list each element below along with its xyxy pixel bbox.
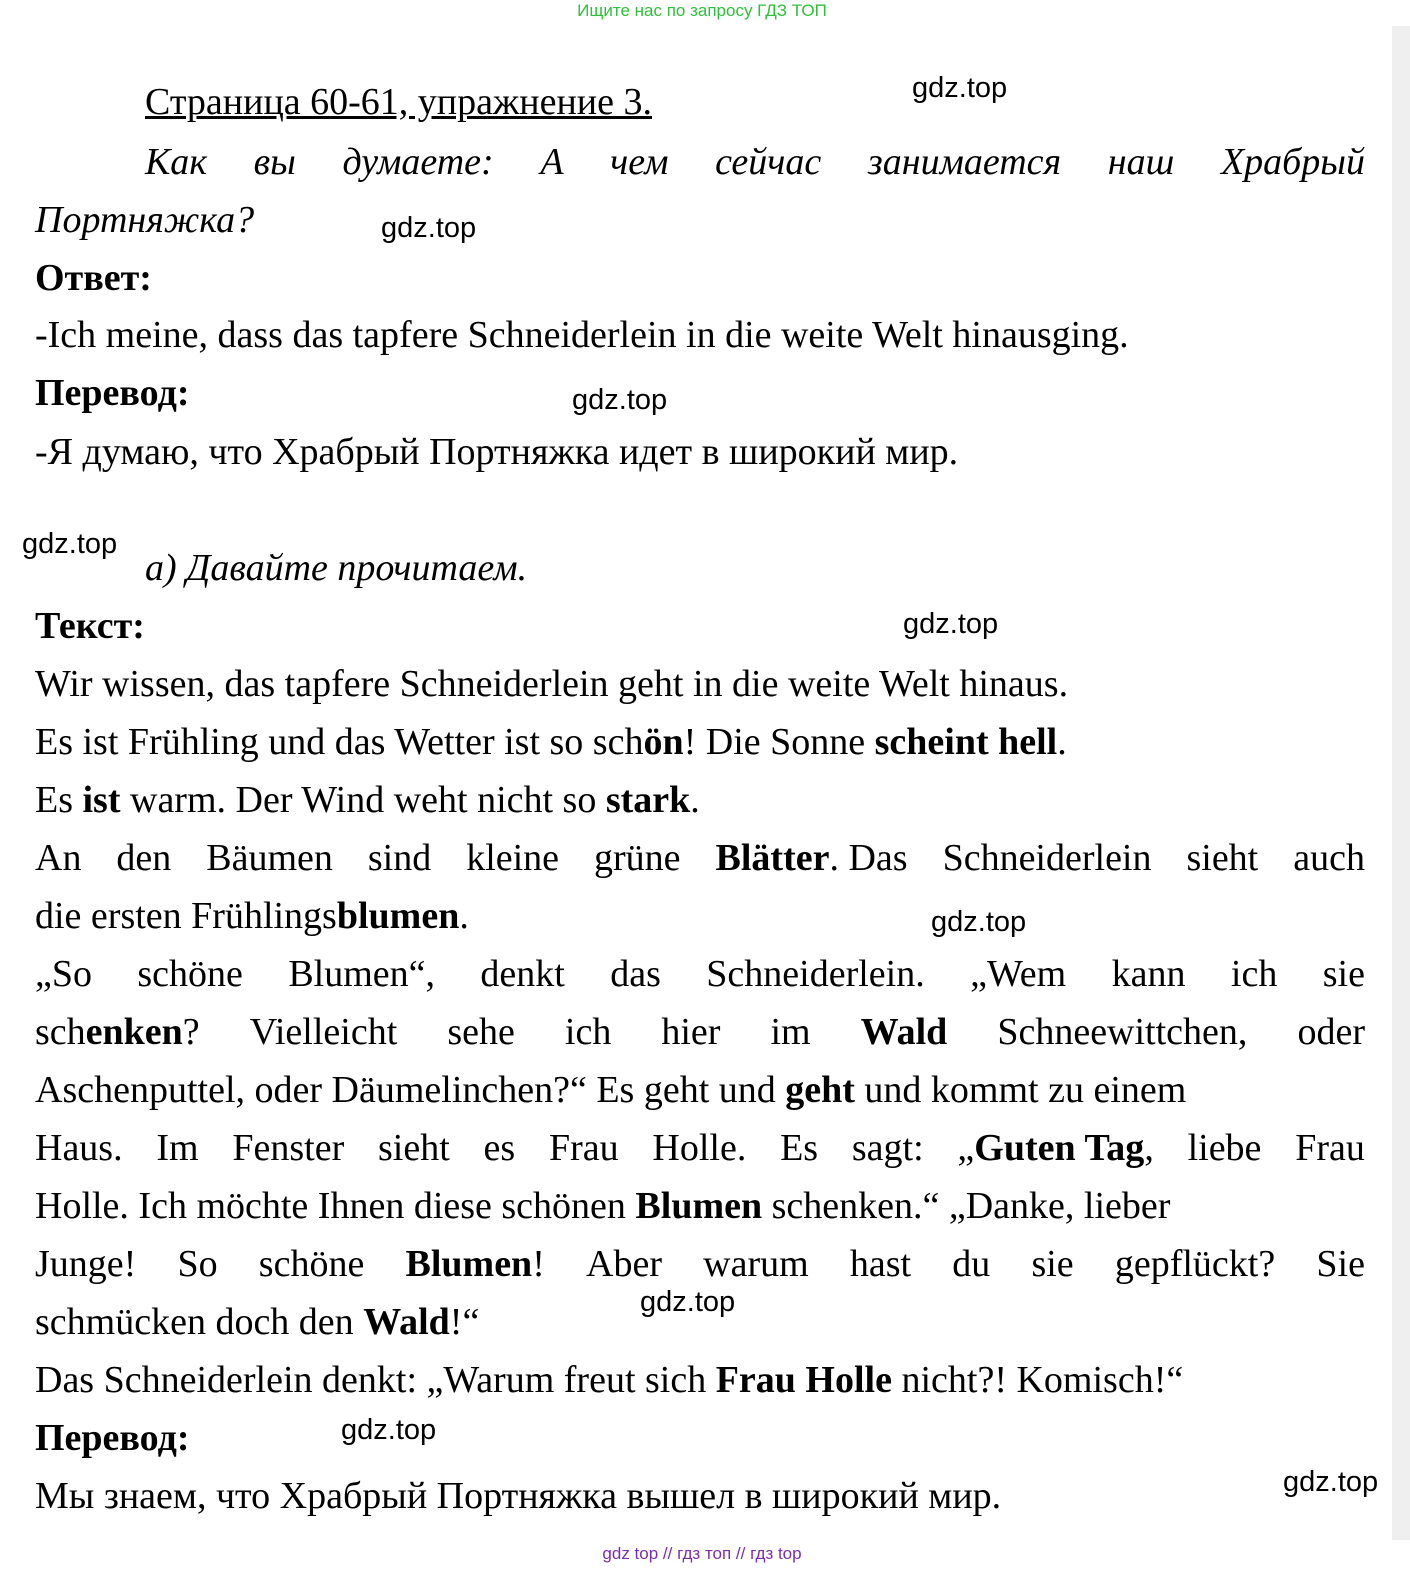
task-a: а) Давайте прочитаем. — [145, 547, 528, 589]
word: занимается — [867, 141, 1062, 183]
word: Es — [780, 1127, 819, 1169]
text-span: !“ — [449, 1301, 480, 1343]
translation-label: Перевод: — [35, 372, 190, 414]
bold-span: Wald — [860, 1011, 948, 1053]
word: Junge! — [35, 1243, 137, 1285]
scrollbar-track[interactable] — [1392, 26, 1410, 1540]
word: sieht — [1186, 837, 1259, 879]
text-span: , — [1144, 1127, 1154, 1169]
word: Haus. — [35, 1127, 123, 1169]
word: schöne — [137, 953, 243, 995]
word: So — [177, 1243, 218, 1285]
word: Schneiderlein. — [706, 953, 925, 995]
word: Bäumen — [206, 837, 333, 879]
word: warum — [703, 1243, 809, 1285]
text-line-5 — [35, 894, 469, 938]
text-line-8 — [35, 1068, 1186, 1112]
word: ich — [1230, 953, 1278, 995]
bold-span: enken — [85, 1011, 183, 1053]
text-line-7 — [35, 1010, 1365, 1054]
bold-span: Guten Tag — [974, 1127, 1145, 1169]
text-line-12 — [35, 1300, 479, 1344]
word: А — [540, 141, 564, 183]
text-span: die ersten Frühlings — [35, 895, 337, 937]
text-span: warm. Der Wind weht nicht so — [120, 779, 606, 821]
watermark: gdz.top — [912, 72, 1008, 104]
text-line-13 — [35, 1358, 1183, 1402]
bold-span: geht — [785, 1069, 855, 1111]
word: Frau — [548, 1127, 619, 1169]
word: den — [116, 837, 172, 879]
word: du — [952, 1243, 991, 1285]
text-span: „ — [957, 1127, 975, 1169]
watermark: gdz.top — [381, 212, 477, 244]
word: sehe — [447, 1011, 515, 1053]
word: An — [35, 837, 82, 879]
text-line-11 — [35, 1242, 1365, 1286]
word: вы — [253, 141, 296, 183]
word: Im — [156, 1127, 199, 1169]
bold-span: scheint hell — [874, 721, 1058, 763]
page-title: Страница 60-61, упражнение 3. — [145, 81, 653, 123]
word: denkt — [480, 953, 565, 995]
word-group — [716, 836, 908, 880]
word: schöne — [258, 1243, 365, 1285]
word: im — [770, 1011, 811, 1053]
word: sie — [1322, 953, 1365, 995]
word: das — [610, 953, 661, 995]
text-label: Текст: — [35, 605, 145, 647]
word: Sie — [1316, 1243, 1365, 1285]
bold-span: Blätter — [715, 837, 830, 879]
text-span: Es — [35, 779, 83, 821]
text-span: sch — [35, 1011, 86, 1053]
text-line-2 — [35, 720, 1067, 764]
text-line-1: Wir wissen, das tapfere Schneiderlein geht in die weite Welt hinaus. — [35, 663, 1069, 705]
word: „So — [35, 953, 92, 995]
word: Aber — [586, 1243, 662, 1285]
word-group — [406, 1242, 545, 1286]
word: es — [483, 1127, 516, 1169]
word: liebe — [1187, 1127, 1262, 1169]
text-span: und kommt zu einem — [854, 1069, 1187, 1111]
text-line-4 — [35, 836, 1365, 880]
bold-span: ist — [82, 779, 121, 821]
translation-text-2: Мы знаем, что Храбрый Портняжка вышел в широкий мир. — [35, 1475, 1002, 1517]
word: grüne — [594, 837, 681, 879]
word: Schneiderlein — [942, 837, 1152, 879]
text-line-9 — [35, 1126, 1365, 1170]
text-span: Aschenputtel, oder Däumelinchen?“ Es geht und — [35, 1069, 786, 1111]
text-line-6 — [35, 952, 1365, 996]
word: чем — [610, 141, 669, 183]
word: sieht — [378, 1127, 450, 1169]
text-line-3 — [35, 778, 700, 822]
word: sie — [1031, 1243, 1074, 1285]
translation-text: -Я думаю, что Храбрый Портняжка идет в широкий мир. — [35, 431, 959, 473]
word: kleine — [466, 837, 560, 879]
word: ich — [564, 1011, 612, 1053]
top-banner[interactable]: Ищите нас по запросу ГДЗ ТОП — [577, 1, 827, 20]
text-line-10 — [35, 1184, 1170, 1228]
word: Frau — [1295, 1127, 1365, 1169]
watermark: gdz.top — [1283, 1466, 1379, 1498]
word: gepflückt? — [1114, 1243, 1276, 1285]
text-span: schenken.“ „Danke, lieber — [762, 1185, 1171, 1227]
word: Holle. — [652, 1127, 747, 1169]
watermark: gdz.top — [640, 1286, 736, 1318]
watermark: gdz.top — [341, 1414, 437, 1446]
text-span: Das Schneiderlein denkt: „Warum freut sich — [35, 1359, 716, 1401]
text-span: nicht?! Komisch!“ — [891, 1359, 1184, 1401]
word: . Das — [829, 837, 908, 879]
text-span: ! Die Sonne — [683, 721, 875, 763]
text-span: Es ist Frühling und das Wetter ist so sch — [35, 721, 644, 763]
word: hier — [661, 1011, 721, 1053]
bold-span: Frau Holle — [715, 1359, 892, 1401]
word-group — [957, 1126, 1153, 1170]
text-span: . — [690, 779, 700, 821]
text-span: Holle. Ich möchte Ihnen diese schönen — [35, 1185, 636, 1227]
word: Vielleicht — [249, 1011, 398, 1053]
watermark: gdz.top — [931, 906, 1027, 938]
bold-span: stark — [605, 779, 691, 821]
word: sind — [367, 837, 432, 879]
question-line-1 — [145, 140, 1365, 184]
text-span: . — [1057, 721, 1067, 763]
watermark: gdz.top — [903, 608, 999, 640]
word: Храбрый — [1220, 141, 1365, 183]
text-span: ! — [532, 1243, 545, 1285]
answer-text: -Ich meine, dass das tapfere Schneiderlein in die weite Welt hinausging. — [35, 314, 1129, 356]
bottom-banner[interactable]: gdz top // гдз топ // гдз top — [602, 1544, 802, 1563]
translation-label-2: Перевод: — [35, 1417, 190, 1459]
word-group — [35, 1010, 200, 1054]
word: „Wem — [970, 953, 1067, 995]
answer-label: Ответ: — [35, 257, 152, 299]
word: auch — [1293, 837, 1365, 879]
word: oder — [1297, 1011, 1365, 1053]
word: hast — [849, 1243, 912, 1285]
word: думаете: — [342, 141, 494, 183]
word: наш — [1107, 141, 1175, 183]
word: kann — [1111, 953, 1186, 995]
word: Fenster — [232, 1127, 345, 1169]
word: Как — [145, 141, 208, 183]
bold-span: Blumen — [405, 1243, 533, 1285]
text-span: ? — [182, 1011, 200, 1053]
bold-span: Wald — [363, 1301, 450, 1343]
watermark: gdz.top — [572, 384, 668, 416]
text-span: . — [459, 895, 469, 937]
bold-span: blumen — [336, 895, 460, 937]
question-line-2: Портняжка? — [35, 199, 255, 241]
word: Blumen“, — [288, 953, 436, 995]
word: sagt: — [851, 1127, 924, 1169]
text-span: schmücken doch den — [35, 1301, 364, 1343]
bold-span: Blumen — [635, 1185, 763, 1227]
word: Schneewittchen, — [997, 1011, 1248, 1053]
bold-span: ön — [643, 721, 684, 763]
watermark: gdz.top — [22, 528, 118, 560]
word: сейчас — [715, 141, 822, 183]
